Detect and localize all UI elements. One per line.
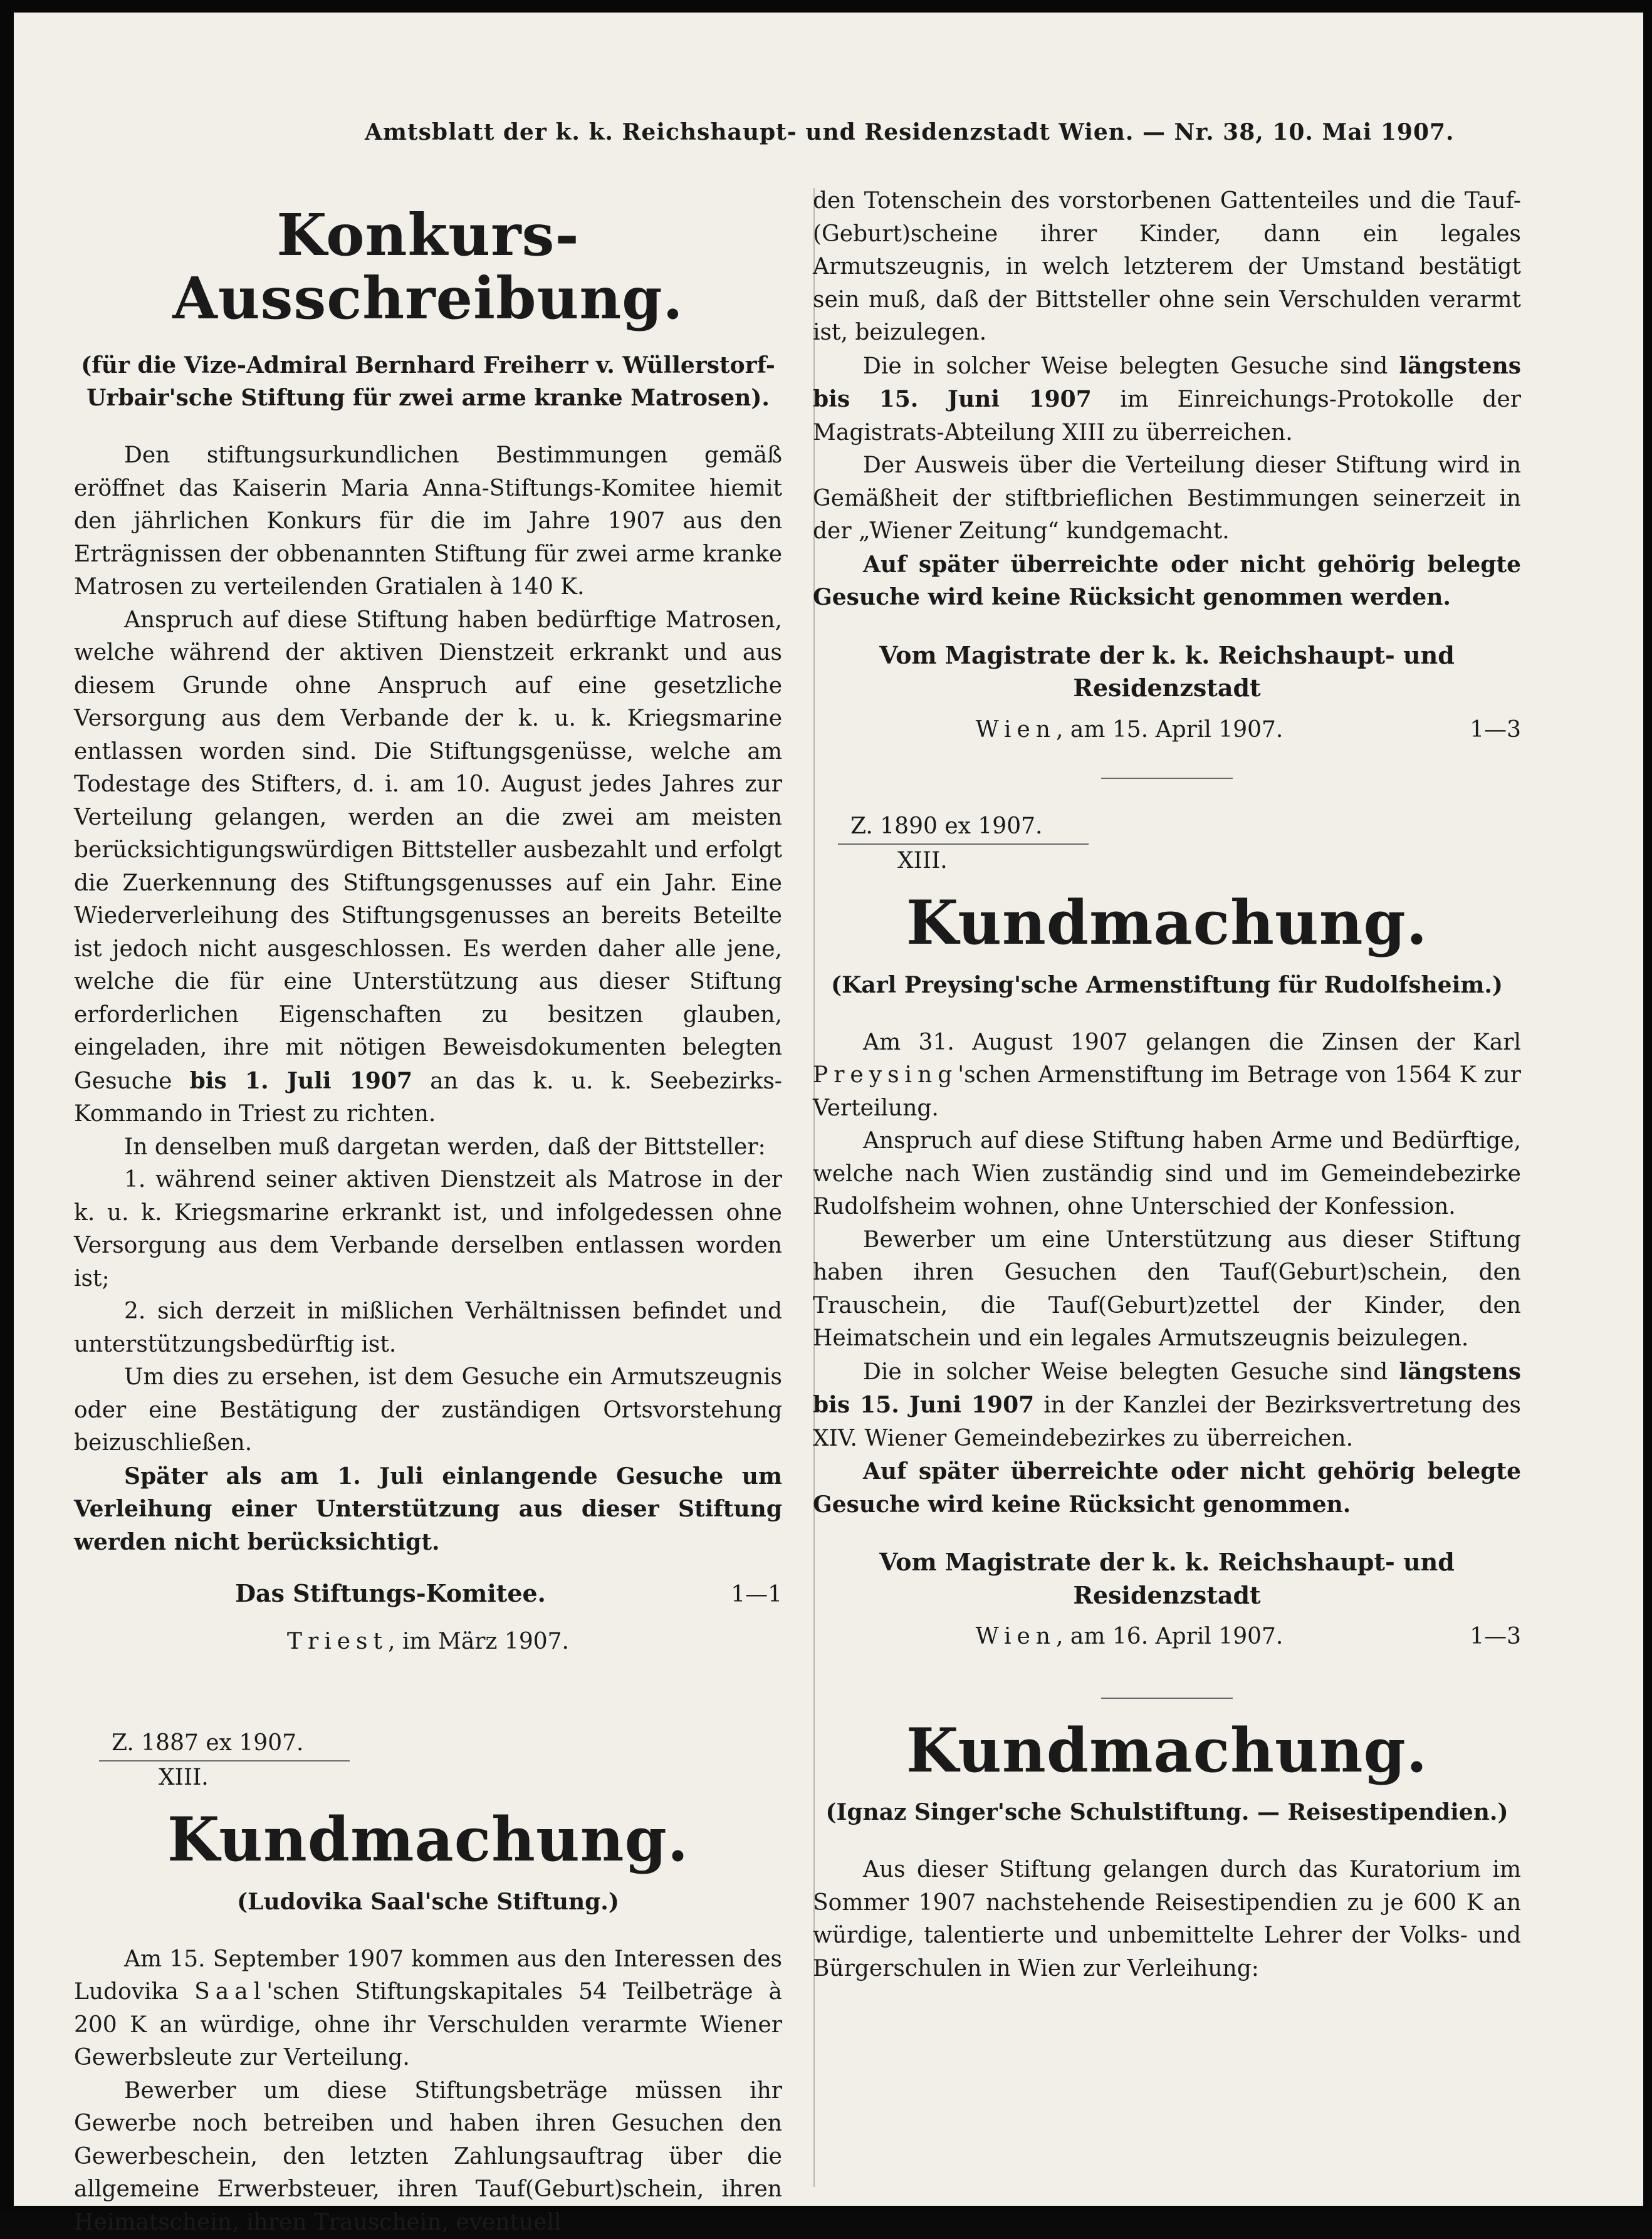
section-divider: [1101, 1698, 1233, 1699]
paragraph: In denselben muß dargetan werden, daß der Bittsteller:: [124, 1134, 766, 1160]
place-name: Triest: [287, 1628, 388, 1654]
paragraph: Bewerber um eine Unterstützung aus dieser Stiftung haben ihren Gesuchen den Tauf(Geburt)schein, den Trauschein, die Tauf(Geburt)zettel der Kinder, den Heimatschein und ein legales Armutszeugnis beizulegen.: [813, 1226, 1521, 1352]
paragraph: [813, 350, 1521, 450]
notice-title: Kundmachung.: [906, 887, 1428, 958]
issue-count: 1—1: [731, 1582, 782, 1608]
issue-count: 1—3: [1470, 716, 1521, 743]
paragraph: Bewerber um diese Stiftungsbeträge müssen ihr Gewerbe noch betreiben und haben ihren Gesuchen den Gewerbeschein, den letzten Zahlungsauftrag über die allgemeine Erwerbsteuer, ihren Tauf(Geburt)schein, ihren Heimatschein, ihren Trauschein, eventuell: [74, 2077, 782, 2235]
paragraph-text: Die in solcher Weise belegten Gesuche sind: [863, 353, 1388, 379]
reference-department: XIII.: [897, 847, 948, 874]
deadline: längstens bis 15. Juni 1907: [813, 352, 1521, 412]
paragraph: Den stiftungsurkundlichen Bestimmungen gemäß eröffnet das Kaiserin Maria Anna-Stiftungs-Komitee hiemit den jährlichen Konkurs für die im Jahre 1907 aus den Erträgnissen der obbenannten Stiftung für zwei arme kranke Matrosen zu verteilenden Gratialen à 140 K.: [74, 442, 782, 600]
place-date: [813, 1621, 1446, 1654]
paragraph: Der Ausweis über die Verteilung dieser Stiftung wird in Gemäßheit der stiftbrieflichen Bestimmungen seinerzeit in der „Wiener Zeitung“ kundgemacht.: [813, 452, 1521, 544]
person-name: Saal: [194, 1979, 267, 2005]
notice-warning: Später als am 1. Juli einlangende Gesuche um Verleihung einer Unterstützung aus dieser Stiftung werden nicht berücksichtigt.: [74, 1463, 782, 1555]
notice-warning: Auf später überreichte oder nicht gehörig belegte Gesuche wird keine Rücksicht genommen werden.: [813, 551, 1521, 610]
notice-subtitle: (Ludovika Saal'sche Stiftung.): [237, 1888, 619, 1915]
paragraph-text: 'schen Stiftungskapitales 54 Teilbeträge à 200 K an würdige, ohne ihr Verschulden verarmte Wiener Gewerbsleute zur Verteilung.: [74, 1979, 782, 2071]
reference-department: XIII.: [159, 1764, 209, 1790]
paragraph: Aus dieser Stiftung gelangen durch das Kuratorium im Sommer 1907 nachstehende Reisestipendien zu je 600 K an würdige, talentierte und unbemittelte Lehrer der Volks- und Bürgerschulen in Wien zur Verleihung:: [813, 1857, 1521, 1981]
paragraph: [813, 1355, 1521, 1456]
notice-title: Konkurs-Ausschreibung.: [172, 201, 684, 333]
list-item: 2. sich derzeit in mißlichen Verhältnissen befindet und unterstützungsbedürftig ist.: [74, 1298, 782, 1357]
section-divider: [1101, 778, 1233, 779]
paragraph: Anspruch auf diese Stiftung haben Arme und Bedürftige, welche nach Wien zuständig sind und im Gemeindebezirke Rudolfsheim wohnen, ohne Unterschied der Konfession.: [813, 1128, 1521, 1220]
notice-subtitle: (Karl Preysing'sche Armenstiftung für Rudolfsheim.): [831, 971, 1503, 998]
notice-title: Kundmachung.: [906, 1714, 1428, 1786]
paragraph-text: Am 15. September 1907 kommen aus den Interessen des Ludovika: [74, 1946, 782, 2005]
place-date-row: [813, 1621, 1521, 1654]
paragraph-text: an das k. u. k. Seebezirks-Kommando in Triest zu richten.: [74, 1068, 782, 1127]
signature: Vom Magistrate der k. k. Reichshaupt- und Residenzstadt: [879, 640, 1455, 702]
reference-number: [99, 1727, 350, 1794]
date-text: , im März 1907.: [387, 1628, 569, 1654]
paragraph: Um dies zu ersehen, ist dem Gesuche ein Armutszeugnis oder eine Bestätigung der zuständigen Ortsvorstehung beizuschließen.: [74, 1364, 782, 1456]
date-text: , am 15. April 1907.: [1055, 716, 1283, 743]
list-item: 1. während seiner aktiven Dienstzeit als Matrose in der k. u. k. Kriegsmarine erkrankt ist, und infolgedessen ohne Versorgung aus dem Verbande derselben entlassen worden ist;: [74, 1167, 782, 1292]
reference-line: Z. 1887 ex 1907.: [99, 1727, 350, 1761]
notice-subtitle: (für die Vize-Admiral Bernhard Freiherr v. Wüllerstorf-Urbair'sche Stiftung für zwei arme kranke Matrosen).: [81, 352, 775, 412]
place-date-row: [813, 714, 1521, 747]
signature-row: [74, 1577, 782, 1612]
place-date-row: [74, 1626, 782, 1659]
place-name: Wien: [975, 1624, 1056, 1650]
paragraph-text: Am 31. August 1907 gelangen die Zinsen der Karl: [863, 1029, 1521, 1055]
signature: Das Stiftungs-Komitee.: [235, 1579, 546, 1608]
paragraph-text: im Einreichungs-Protokolle der Magistrats-Abteilung XIII zu überreichen.: [813, 387, 1521, 446]
reference-number: [838, 810, 1089, 877]
notice-subtitle: (Ignaz Singer'sche Schulstiftung. — Reisestipendien.): [825, 1799, 1508, 1826]
issue-count: 1—3: [1470, 1624, 1521, 1650]
running-head: Amtsblatt der k. k. Reichshaupt- und Residenzstadt Wien. — Nr. 38, 10. Mai 1907.: [365, 119, 1455, 145]
place-date: [813, 714, 1446, 747]
date-text: , am 16. April 1907.: [1055, 1624, 1283, 1650]
deadline: längstens bis 15. Juni 1907: [813, 1358, 1521, 1419]
paragraph: [813, 1026, 1521, 1125]
paragraph-text: in der Kanzlei der Bezirksvertretung des XIV. Wiener Gemeindebezirkes zu überreichen.: [813, 1392, 1521, 1451]
right-column: [813, 185, 1521, 1985]
reference-line: Z. 1890 ex 1907.: [838, 810, 1089, 845]
paragraph: den Totenschein des vorstorbenen Gattenteiles und die Tauf-(Geburt)scheine ihrer Kinder, dann ein legales Armutszeugnis, in welch letzterem der Umstand bestätigt sein muß, daß der Bittsteller ohne sein Verschulden verarmt ist, beizulegen.: [813, 188, 1521, 345]
place-name: Wien: [975, 716, 1056, 743]
left-column: [74, 185, 782, 2239]
paragraph-text: Anspruch auf diese Stiftung haben bedürftige Matrosen, welche während der aktiven Dienstzeit erkrankt und aus diesem Grunde ohne Anspruch auf eine gesetzliche Versorgung aus dem Verbande der k. u. k. Kriegsmarine entlassen worden sind. Die Stiftungsgenüsse, welche am Todestage des Stifters, d. i. am 10. August jedes Jahres zur Verteilung gelangen, werden an die zwei am meisten berücksichtigungswürdigen Bittsteller ausbezahlt und erfolgt die Zuerkennung des Stiftungsgenusses auf ein Jahr. Eine Wiederverleihung des Stiftungsgenusses an bereits Beteilte ist jedoch nicht ausgeschlossen. Es werden daher alle jene, welche die für eine Unterstützung aus dieser Stiftung erforderlichen Eigenschaften zu besitzen glauben, eingeladen, ihre mit nötigen Beweisdokumenten belegten Gesuche: [74, 607, 782, 1094]
newspaper-page: [14, 13, 1643, 2235]
notice-title: Kundmachung.: [167, 1804, 689, 1876]
paragraph: [74, 1943, 782, 2075]
paragraph-text: 'schen Armenstiftung im Betrage von 1564 K zur Verteilung.: [813, 1062, 1521, 1121]
person-name: Preysing: [813, 1062, 958, 1088]
place-date: [74, 1626, 782, 1659]
paragraph: [74, 604, 782, 1131]
paragraph-text: Die in solcher Weise belegten Gesuche sind: [863, 1359, 1388, 1385]
signature: Vom Magistrate der k. k. Reichshaupt- und Residenzstadt: [879, 1548, 1455, 1609]
notice-warning: Auf später überreichte oder nicht gehörig belegte Gesuche wird keine Rücksicht genommen.: [813, 1458, 1521, 1518]
deadline: bis 1. Juli 1907: [189, 1067, 413, 1094]
